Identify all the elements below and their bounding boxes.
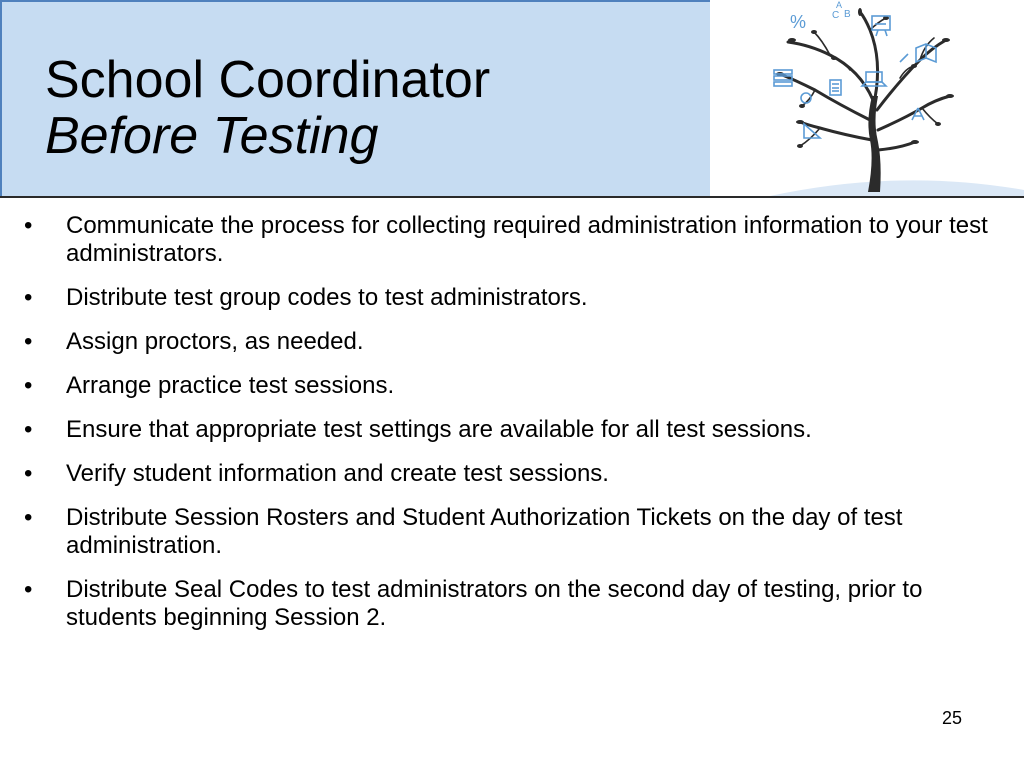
bullet-marker: • [24,212,33,239]
bullet-marker: • [24,460,33,487]
bullet-item [24,576,1014,632]
abc-a-icon: A [836,0,843,10]
tree-trunk [868,96,881,192]
bullet-text: Distribute Session Rosters and Student Authorization Tickets on the day of test administration. [66,504,903,559]
bullet-marker: • [24,576,33,603]
bullet-item [24,284,1014,312]
bullet-item [24,372,1014,400]
bullet-item [24,416,1014,444]
ground-swell [770,180,1024,196]
header-divider [0,196,1024,198]
education-tree-icon [710,0,1024,196]
percent-icon: % [790,12,807,32]
bullet-marker: • [24,328,33,355]
bullet-item [24,504,1014,560]
slide-title [45,52,490,164]
bullet-text: Arrange practice test sessions. [66,372,395,399]
bullet-text: Distribute test group codes to test administrators. [66,284,588,311]
abc-b-icon: B [844,9,851,20]
bullet-text: Distribute Seal Codes to test administrators on the second day of testing, prior to students beginning Session 2. [66,576,923,631]
bullet-marker: • [24,284,33,311]
bullet-marker: • [24,504,33,531]
page-number: 25 [941,708,962,728]
abc-c-icon: C [832,10,840,21]
bullet-marker: • [24,372,33,399]
bullet-text: Communicate the process for collecting required administration information to your test administrators. [66,212,988,267]
bullet-item [24,328,1014,356]
title-line-2: Before Testing [45,107,379,165]
bullet-text: Ensure that appropriate test settings are available for all test sessions. [66,416,812,443]
tree-branches [780,12,950,150]
bullet-item [24,460,1014,488]
title-line-1: School Coordinator [45,51,491,109]
bullet-text: Verify student information and create test sessions. [66,460,609,487]
calculator-icon [830,80,841,95]
bullet-item [24,212,1014,268]
bullet-list [24,212,1014,648]
bullet-text: Assign proctors, as needed. [66,328,364,355]
bullet-marker: • [24,416,33,443]
pencil-icon [900,54,908,62]
